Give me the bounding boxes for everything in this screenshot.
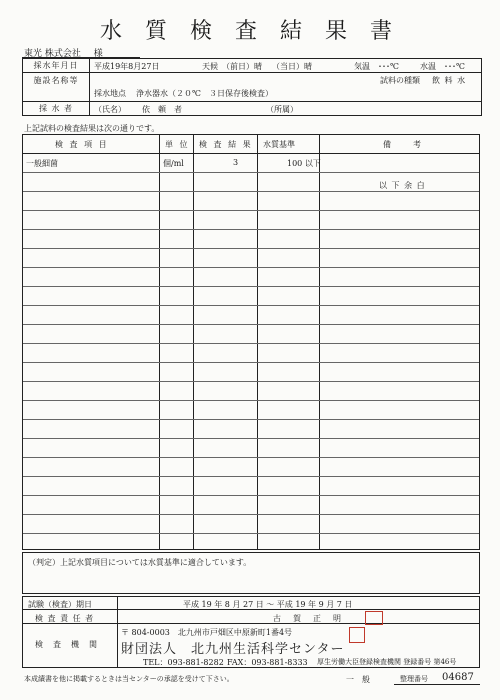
row-divider (23, 210, 479, 211)
header-table (22, 58, 482, 116)
org-seal-icon (349, 627, 365, 643)
org-label: 検 査 機 関 (35, 640, 98, 649)
header-standard: 水質基準 (263, 140, 295, 149)
column-divider (319, 135, 320, 549)
row-sampler (23, 102, 481, 115)
row-divider (23, 457, 479, 458)
row-sampling-date (23, 59, 481, 73)
row-divider (23, 153, 479, 154)
cell-unit: 個/ml (163, 159, 184, 168)
period-label: 試験（検査）期日 (28, 600, 92, 609)
label-sampling-date: 採水年月日 (23, 59, 90, 72)
footer-serial-number: 04687 (442, 672, 474, 683)
row-divider (23, 514, 479, 515)
row-divider (23, 362, 479, 363)
row-divider (23, 191, 479, 192)
sampler-client: 依 頼 者 (142, 105, 182, 114)
label-facility: 施設名称等 (23, 73, 90, 101)
row-divider (23, 305, 479, 306)
row-divider (23, 495, 479, 496)
header-test-item: 検 査 項 目 (55, 140, 109, 149)
sampling-date: 平成19年8月27日 (94, 62, 160, 71)
row-divider (23, 533, 479, 534)
cell-standard: 100 以下 (287, 159, 321, 168)
column-divider (159, 135, 160, 549)
row-divider (23, 248, 479, 249)
cell-result: 3 (233, 158, 239, 167)
customer-name: 東光 株式会社 (24, 49, 81, 59)
column-divider (193, 135, 194, 549)
footer-notice: 本成績書を他に掲載するときは当センターの承認を受けて下さい。 (24, 675, 234, 683)
footer-serial-label: 整理番号 (400, 675, 428, 683)
header-unit: 単 位 (165, 140, 190, 149)
column-divider (257, 135, 258, 549)
period-value: 平成 19 年 8 月 27 日 ～ 平成 19 年 9 月 7 日 (183, 600, 353, 609)
row-facility (23, 73, 481, 102)
label-sampler: 採 水 者 (23, 102, 90, 115)
manager-label: 検 査 責 任 者 (35, 614, 95, 623)
org-address: 〒 804-0003 北九州市戸畑区中原新町1番4号 (121, 628, 293, 637)
org-fax: FAX：093-881-8333 (227, 658, 308, 667)
manager-seal-icon (365, 611, 383, 625)
air-temperature: 気温 ･･･℃ (354, 62, 399, 71)
water-temperature: 水温 ･･･℃ (420, 62, 465, 71)
footer (22, 672, 480, 686)
serial-underline (394, 684, 480, 685)
manager-name: 古 賀 正 明 (273, 614, 343, 623)
results-table (22, 134, 480, 550)
header-result: 検 査 結 果 (199, 140, 253, 149)
row-divider (23, 419, 479, 420)
header-remarks: 備 考 (383, 140, 423, 149)
inspection-info-table (22, 596, 480, 668)
judgement-box (22, 552, 480, 594)
org-name: 財団法人 北九州生活科学センター (121, 642, 345, 657)
weather-previous-day: （前日）晴 (222, 62, 262, 71)
row-divider (23, 172, 479, 173)
org-registration: 厚生労働大臣登録検査機関 登録番号 第46号 (317, 658, 457, 666)
sampler-department: （所属） (266, 105, 298, 114)
row-divider (23, 381, 479, 382)
customer-honorific: 様 (93, 49, 103, 59)
row-divider (23, 343, 479, 344)
sampling-site-value: 浄水器水（２０℃ ３日保存後検査） (136, 89, 273, 98)
row-divider (23, 267, 479, 268)
sampler-name: （氏名） (94, 105, 126, 114)
org-tel: TEL：093-881-8282 (143, 658, 224, 667)
weather-label: 天候 (202, 62, 218, 71)
judgement-text: （判定）上記水質項目については水質基準に適合しています。 (28, 558, 252, 567)
sample-type-value: 飲 料 水 (432, 76, 467, 85)
sampling-site-label: 採水地点 (94, 89, 126, 98)
row-divider (23, 476, 479, 477)
row-divider (23, 400, 479, 401)
results-note: 上記試料の検査結果は次の通りです。 (24, 124, 160, 133)
row-divider (23, 229, 479, 230)
footer-category: 一 般 (346, 675, 370, 684)
row-divider (23, 324, 479, 325)
cell-test-item: 一般細菌 (26, 159, 58, 168)
column-divider (117, 597, 118, 667)
remark-blank-below: 以 下 余 白 (379, 181, 426, 190)
document-title: 水 質 検 査 結 果 書 (100, 19, 400, 44)
sample-type-label: 試料の種類 (380, 76, 420, 85)
row-divider (23, 286, 479, 287)
row-divider (23, 438, 479, 439)
weather-today: （当日）晴 (272, 62, 312, 71)
